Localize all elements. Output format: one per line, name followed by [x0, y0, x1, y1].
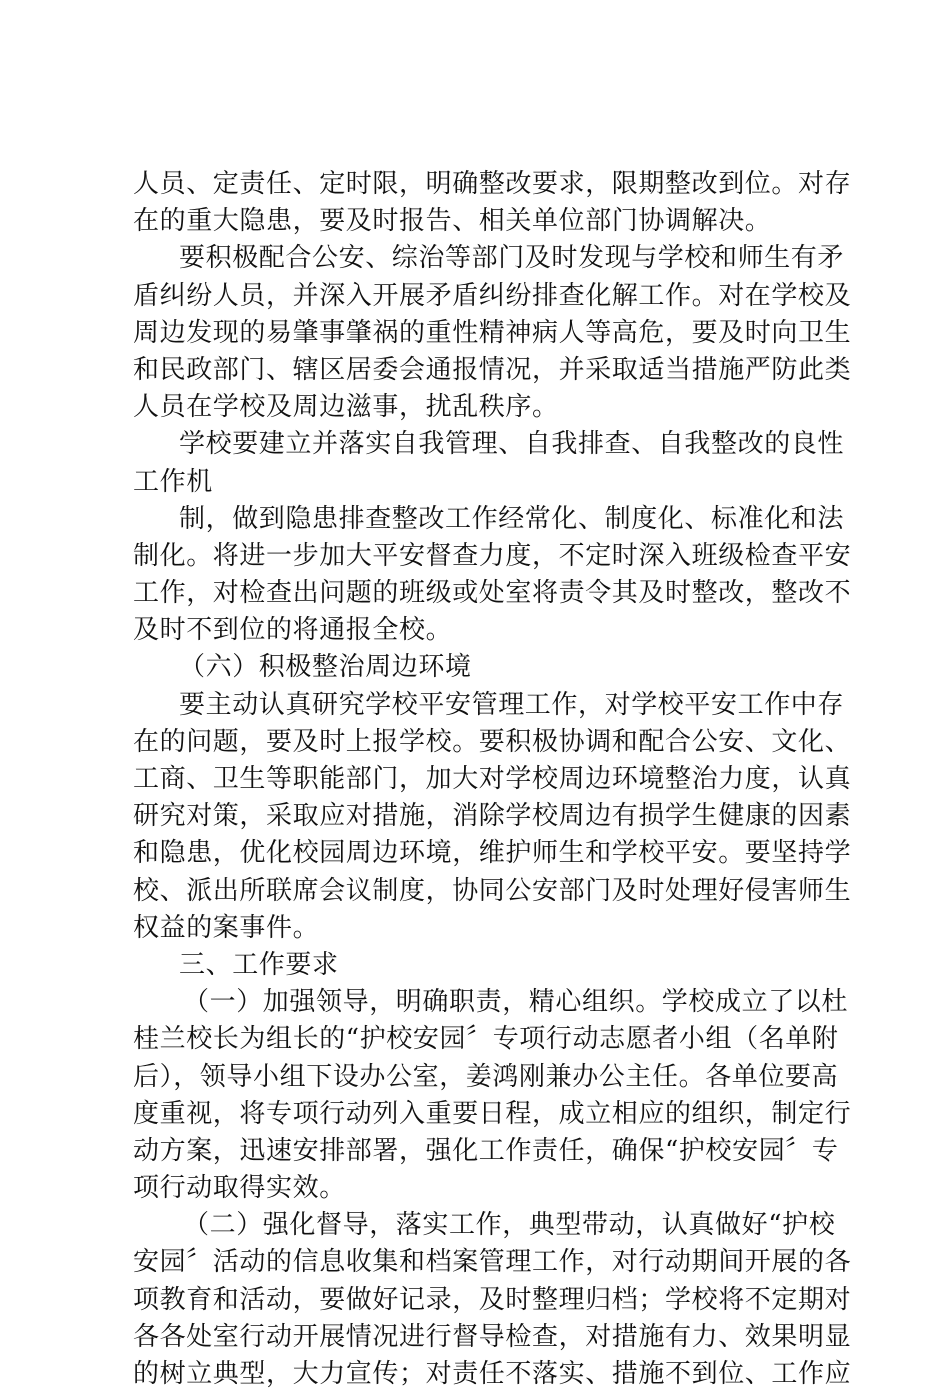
text-line: 人员、定责任、定时限，明确整改要求，限期整改到位。对存 — [133, 169, 852, 199]
text-line: 工作机 — [133, 466, 213, 497]
paragraph-start-line: 制，做到隐患排查整改工作经常化、制度化、标准化和法 — [179, 503, 845, 534]
text-line: 度重视，将专项行动列入重要日程，成立相应的组织，制定行 — [133, 1098, 852, 1129]
paragraph-start-line: 要主动认真研究学校平安管理工作，对学校平安工作中存 — [179, 689, 845, 720]
text-line: 和民政部门、辖区居委会通报情况，并采取适当措施严防此类 — [133, 354, 852, 385]
text-line: 周边发现的易肇事肇祸的重性精神病人等高危，要及时向卫生 — [133, 317, 852, 348]
document-body — [133, 166, 852, 1393]
paragraph-start-line: （一）加强领导，明确职责，精心组织。学校成立了以杜 — [183, 987, 849, 1018]
paragraph-start-line: 要积极配合公安、综治等部门及时发现与学校和师生有矛 — [179, 243, 845, 274]
text-line: 的树立典型，大力宣传；对责任不落实、措施不到位、工作应 — [133, 1359, 852, 1389]
text-line: 各各处室行动开展情况进行督导检查，对措施有力、效果明显 — [133, 1321, 852, 1352]
paragraph-start-line: （二）强化督导，落实工作，典型带动，认真做好“护校 — [183, 1210, 836, 1241]
text-line: 桂兰校长为组长的“护校安园〞专项行动志愿者小组（名单附 — [133, 1024, 839, 1055]
text-line: 项行动取得实效。 — [133, 1173, 346, 1204]
text-line: 工作，对检查出问题的班级或处室将责令其及时整改，整改不 — [133, 578, 852, 609]
text-line: 人员在学校及周边滋事，扰乱秩序。 — [133, 392, 559, 423]
text-line: 工商、卫生等职能部门，加大对学校周边环境整治力度，认真 — [133, 764, 852, 794]
text-line: 盾纠纷人员，并深入开展矛盾纠纷排查化解工作。对在学校及 — [133, 280, 852, 311]
text-line: 校、派出所联席会议制度，协同公安部门及时处理好侵害师生 — [133, 875, 852, 906]
text-line: 在的问题，要及时上报学校。要积极协调和配合公安、文化、 — [133, 726, 852, 757]
section-heading: 三、工作要求 — [179, 949, 339, 980]
text-line: 及时不到位的将通报全校。 — [133, 615, 453, 646]
text-line: 研究对策，采取应对措施，消除学校周边有损学生健康的因素 — [133, 801, 852, 832]
text-line: 在的重大隐患，要及时报告、相关单位部门协调解决。 — [133, 206, 772, 237]
text-line: 动方案，迅速安排部署，强化工作责任，确保“护校安园〞专 — [133, 1135, 839, 1166]
section-heading: （六）积极整治周边环境 — [179, 652, 472, 683]
text-line: 和隐患，优化校园周边环境，维护师生和学校平安。要坚持学 — [133, 838, 852, 869]
paragraph-start-line: 学校要建立并落实自我管理、自我排查、自我整改的良性 — [179, 429, 845, 460]
text-line: 安园〞活动的信息收集和档案管理工作，对行动期间开展的各 — [133, 1247, 852, 1278]
text-line: 制化。将进一步加大平安督查力度，不定时深入班级检查平安 — [133, 540, 852, 571]
text-line: 权益的案事件。 — [133, 912, 320, 943]
text-line: 后），领导小组下设办公室，姜鸿刚兼办公主任。各单位要高 — [133, 1061, 839, 1092]
text-line: 项教育和活动，要做好记录，及时整理归档；学校将不定期对 — [133, 1284, 852, 1315]
